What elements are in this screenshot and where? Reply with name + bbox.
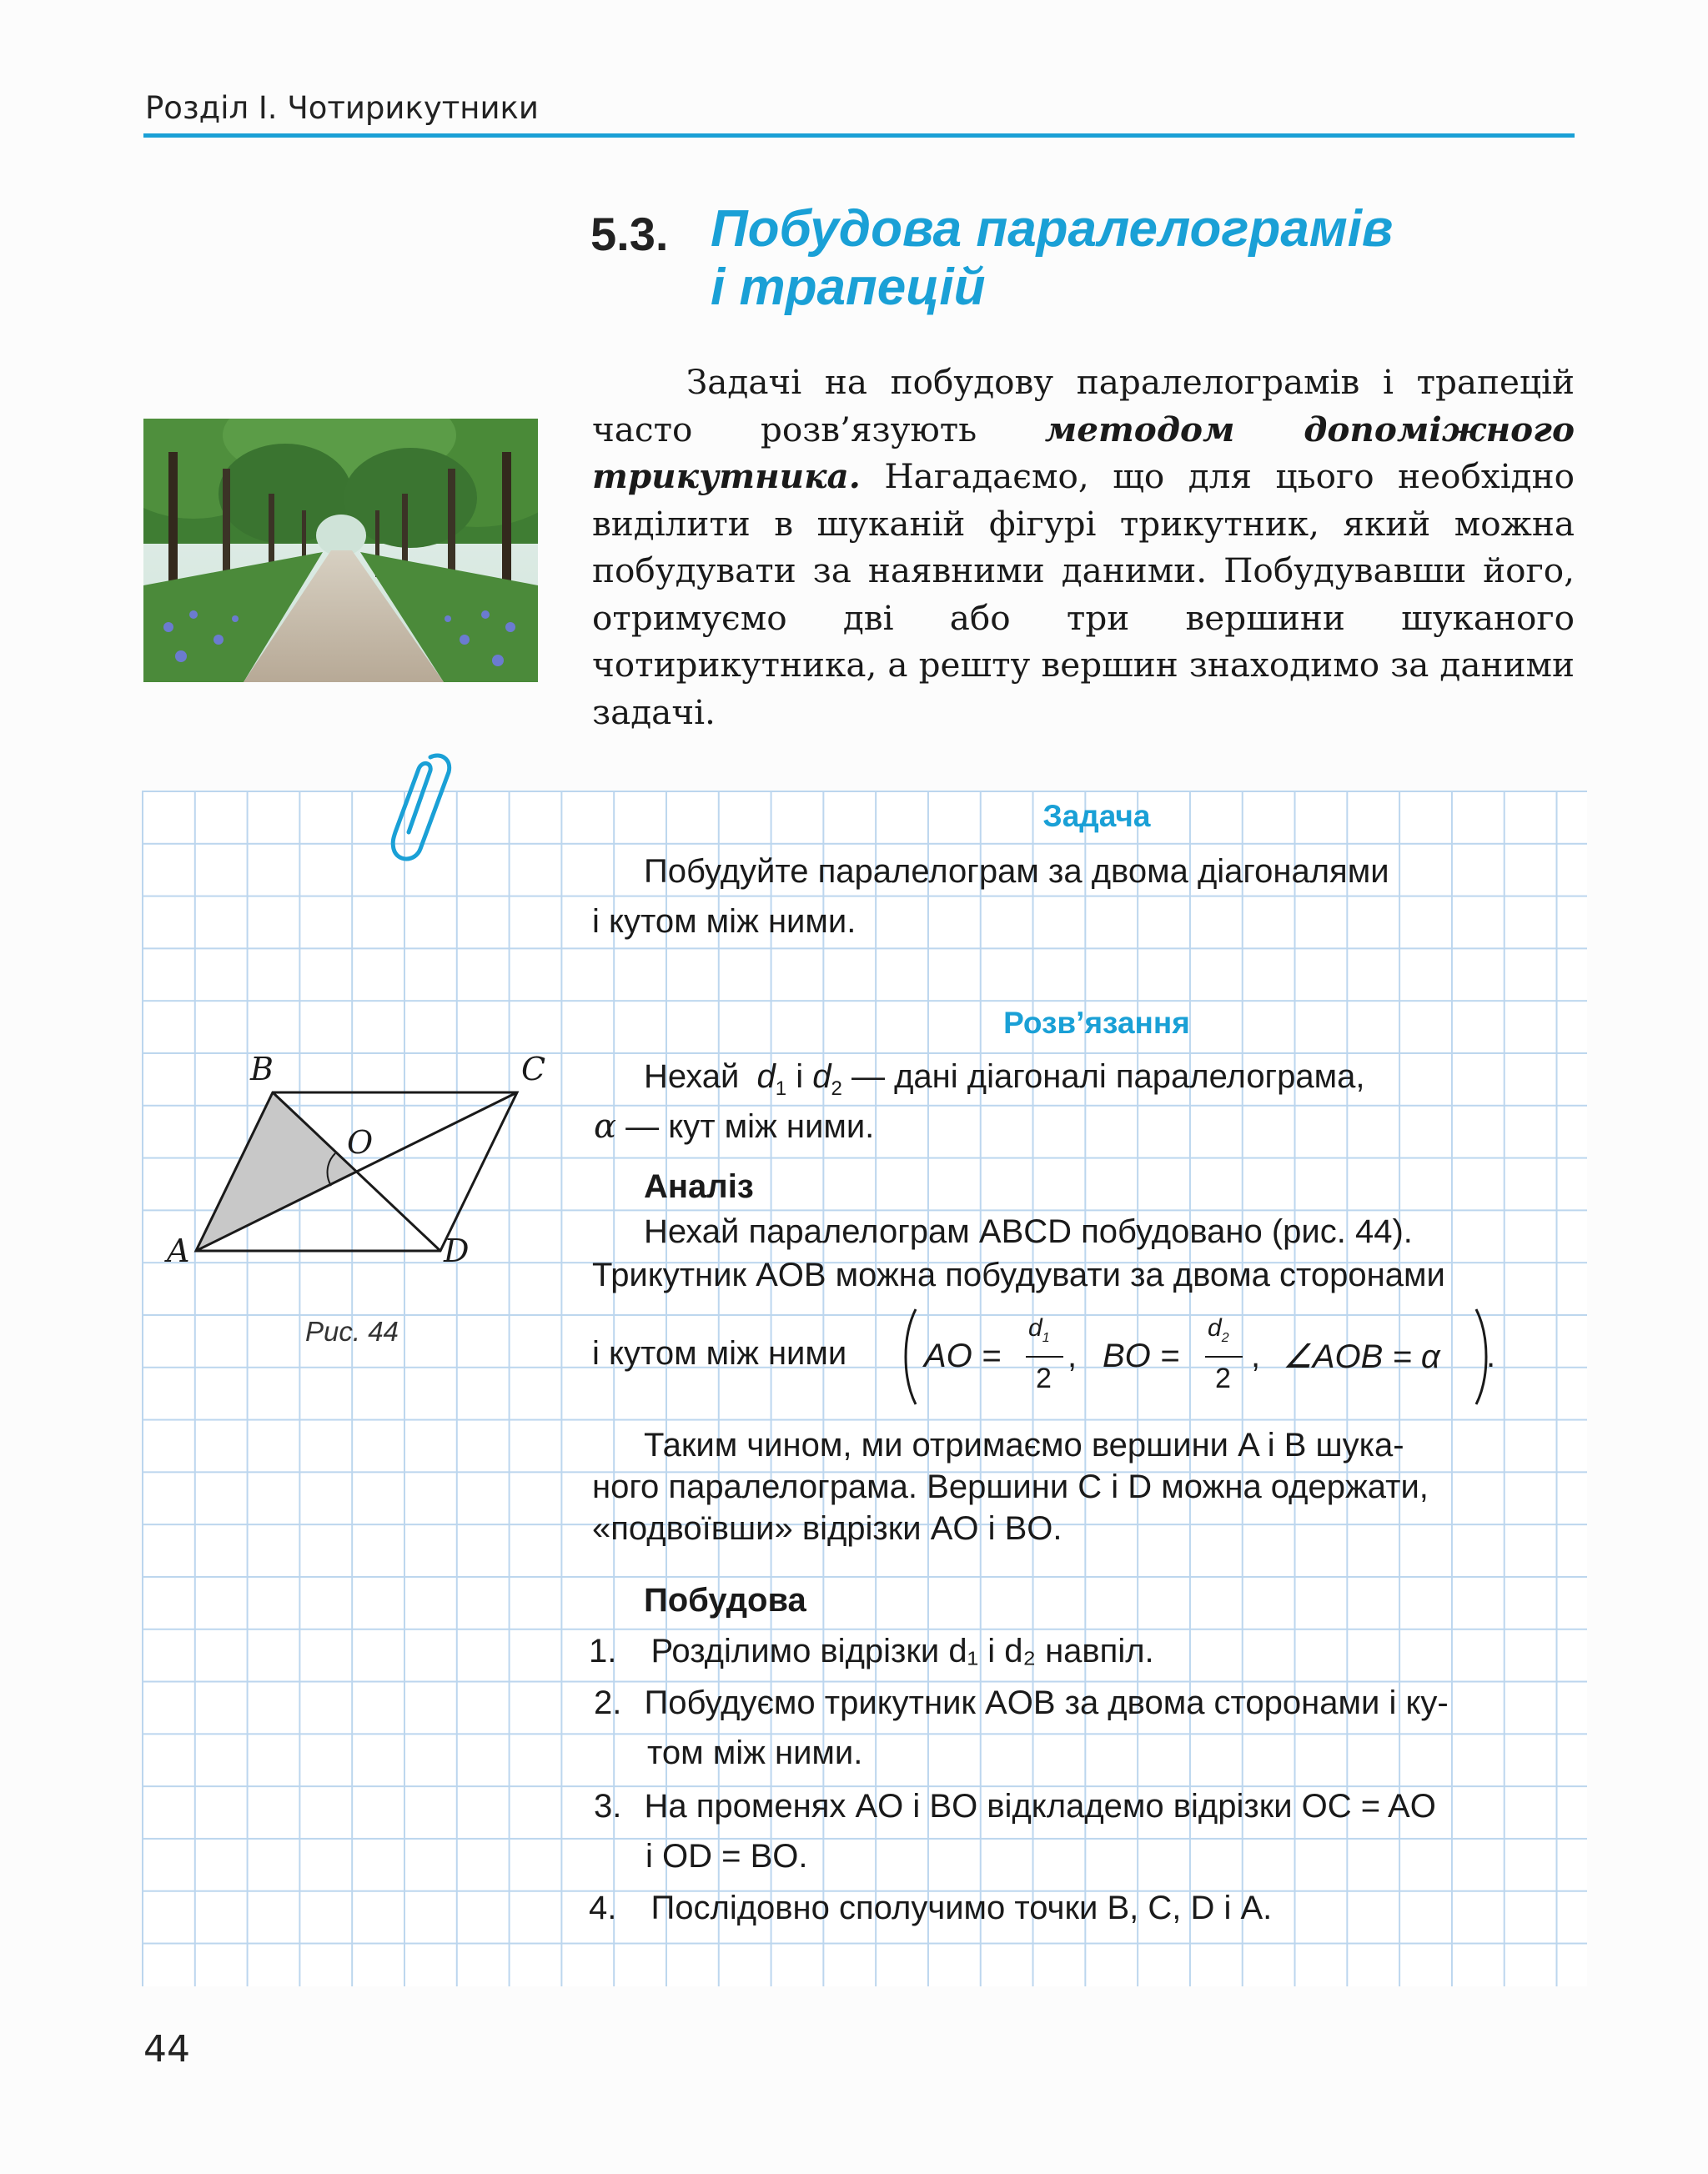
formula-d2: $d_2$ bbox=[1208, 1314, 1229, 1345]
analysis-heading: Аналіз bbox=[644, 1168, 754, 1205]
solution-heading: Розв’язання bbox=[1003, 1006, 1190, 1040]
label-o: O bbox=[347, 1124, 374, 1161]
formula-ao: AO = bbox=[924, 1338, 1002, 1374]
section-title-line-1: Побудова паралелограмів bbox=[711, 200, 1394, 258]
running-header: Розділ І. Чотирикутники bbox=[145, 90, 539, 126]
formula-d1: $d_1$ bbox=[1028, 1314, 1050, 1345]
task-line-1: Побудуйте паралелограм за двома діагоналями bbox=[644, 853, 1389, 890]
construction-step-2-cont: том між ними. bbox=[647, 1735, 863, 1771]
formula-den-2: 2 bbox=[1215, 1363, 1231, 1394]
formula-comma-2: , bbox=[1251, 1338, 1261, 1374]
construction-step-3-cont: і OD = BO. bbox=[646, 1838, 808, 1875]
formula-den-1: 2 bbox=[1036, 1363, 1052, 1394]
intro-emphasis: методом допоміжного трикутника. bbox=[592, 409, 1575, 496]
analysis-line-1: Нехай паралелограм ABCD побудовано (рис. 44). bbox=[644, 1213, 1413, 1250]
paperclip-icon bbox=[382, 751, 457, 871]
formula-period: . bbox=[1486, 1338, 1496, 1374]
analysis-line-2: Трикутник AOB можна побудувати за двома сторонами bbox=[592, 1257, 1445, 1293]
formula-angle: ∠AOB = α bbox=[1283, 1338, 1440, 1375]
figure-44 bbox=[158, 1051, 559, 1284]
triangle-aob bbox=[196, 1092, 356, 1251]
task-heading: Задача bbox=[1042, 799, 1151, 833]
intro-text-before: Задачі на побудову паралелограмів і трапецій часто розв’язують bbox=[592, 362, 1575, 449]
construction-heading: Побудова bbox=[644, 1582, 806, 1619]
solution-line-2: α — кут між ними. bbox=[594, 1107, 875, 1146]
construction-step-4: 4. Послідовно сполучимо точки B, C, D і A. bbox=[589, 1890, 1273, 1926]
formula-comma-1: , bbox=[1068, 1338, 1078, 1374]
header-rule bbox=[143, 133, 1575, 138]
analysis-line-3: і кутом між ними bbox=[592, 1335, 847, 1372]
section-title-line-2: і трапецій bbox=[711, 259, 986, 317]
section-title bbox=[711, 200, 1461, 317]
page-number: 44 bbox=[143, 2028, 190, 2071]
label-b: B bbox=[250, 1051, 274, 1087]
construction-step-2: 2. Побудуємо трикутник AOB за двома сторонами і ку- bbox=[594, 1684, 1449, 1721]
label-d: D bbox=[444, 1233, 470, 1269]
construction-step-3: 3. На променях AO і BO відкладемо відрізки OC = AO bbox=[594, 1788, 1436, 1825]
task-line-2: і кутом між ними. bbox=[592, 903, 857, 940]
label-c: C bbox=[521, 1051, 546, 1087]
analysis-para-line-1: Таким чином, ми отримаємо вершини A і B шука- bbox=[644, 1427, 1404, 1464]
intro-paragraph bbox=[592, 359, 1575, 736]
figure-caption: Рис. 44 bbox=[305, 1316, 399, 1347]
label-a: A bbox=[167, 1233, 190, 1269]
analysis-para-line-2: ного паралелограма. Вершини C і D можна одержати, bbox=[592, 1469, 1429, 1505]
intro-text-after: Нагадаємо, що для цього необхідно виділити в шуканій фігурі трикутник, який можна побудувати за наявними даними. Побудувавши його, отримуємо дві або три вершини шуканого чотирикутника, а решту вершин знаходимо за даними задачі. bbox=[592, 456, 1575, 732]
section-number: 5.3. bbox=[590, 208, 669, 260]
construction-step-1: 1. Розділимо відрізки d₁ і d₂ навпіл. bbox=[589, 1633, 1154, 1669]
solution-line-1: Нехай $d_1$ і $d_2$ — дані діагоналі паралелограма, bbox=[644, 1058, 1365, 1100]
analysis-para-line-3: «подвоївши» відрізки AO і BO. bbox=[592, 1510, 1062, 1547]
formula-bo: BO = bbox=[1103, 1338, 1180, 1374]
tree-alley-photo bbox=[143, 419, 538, 682]
